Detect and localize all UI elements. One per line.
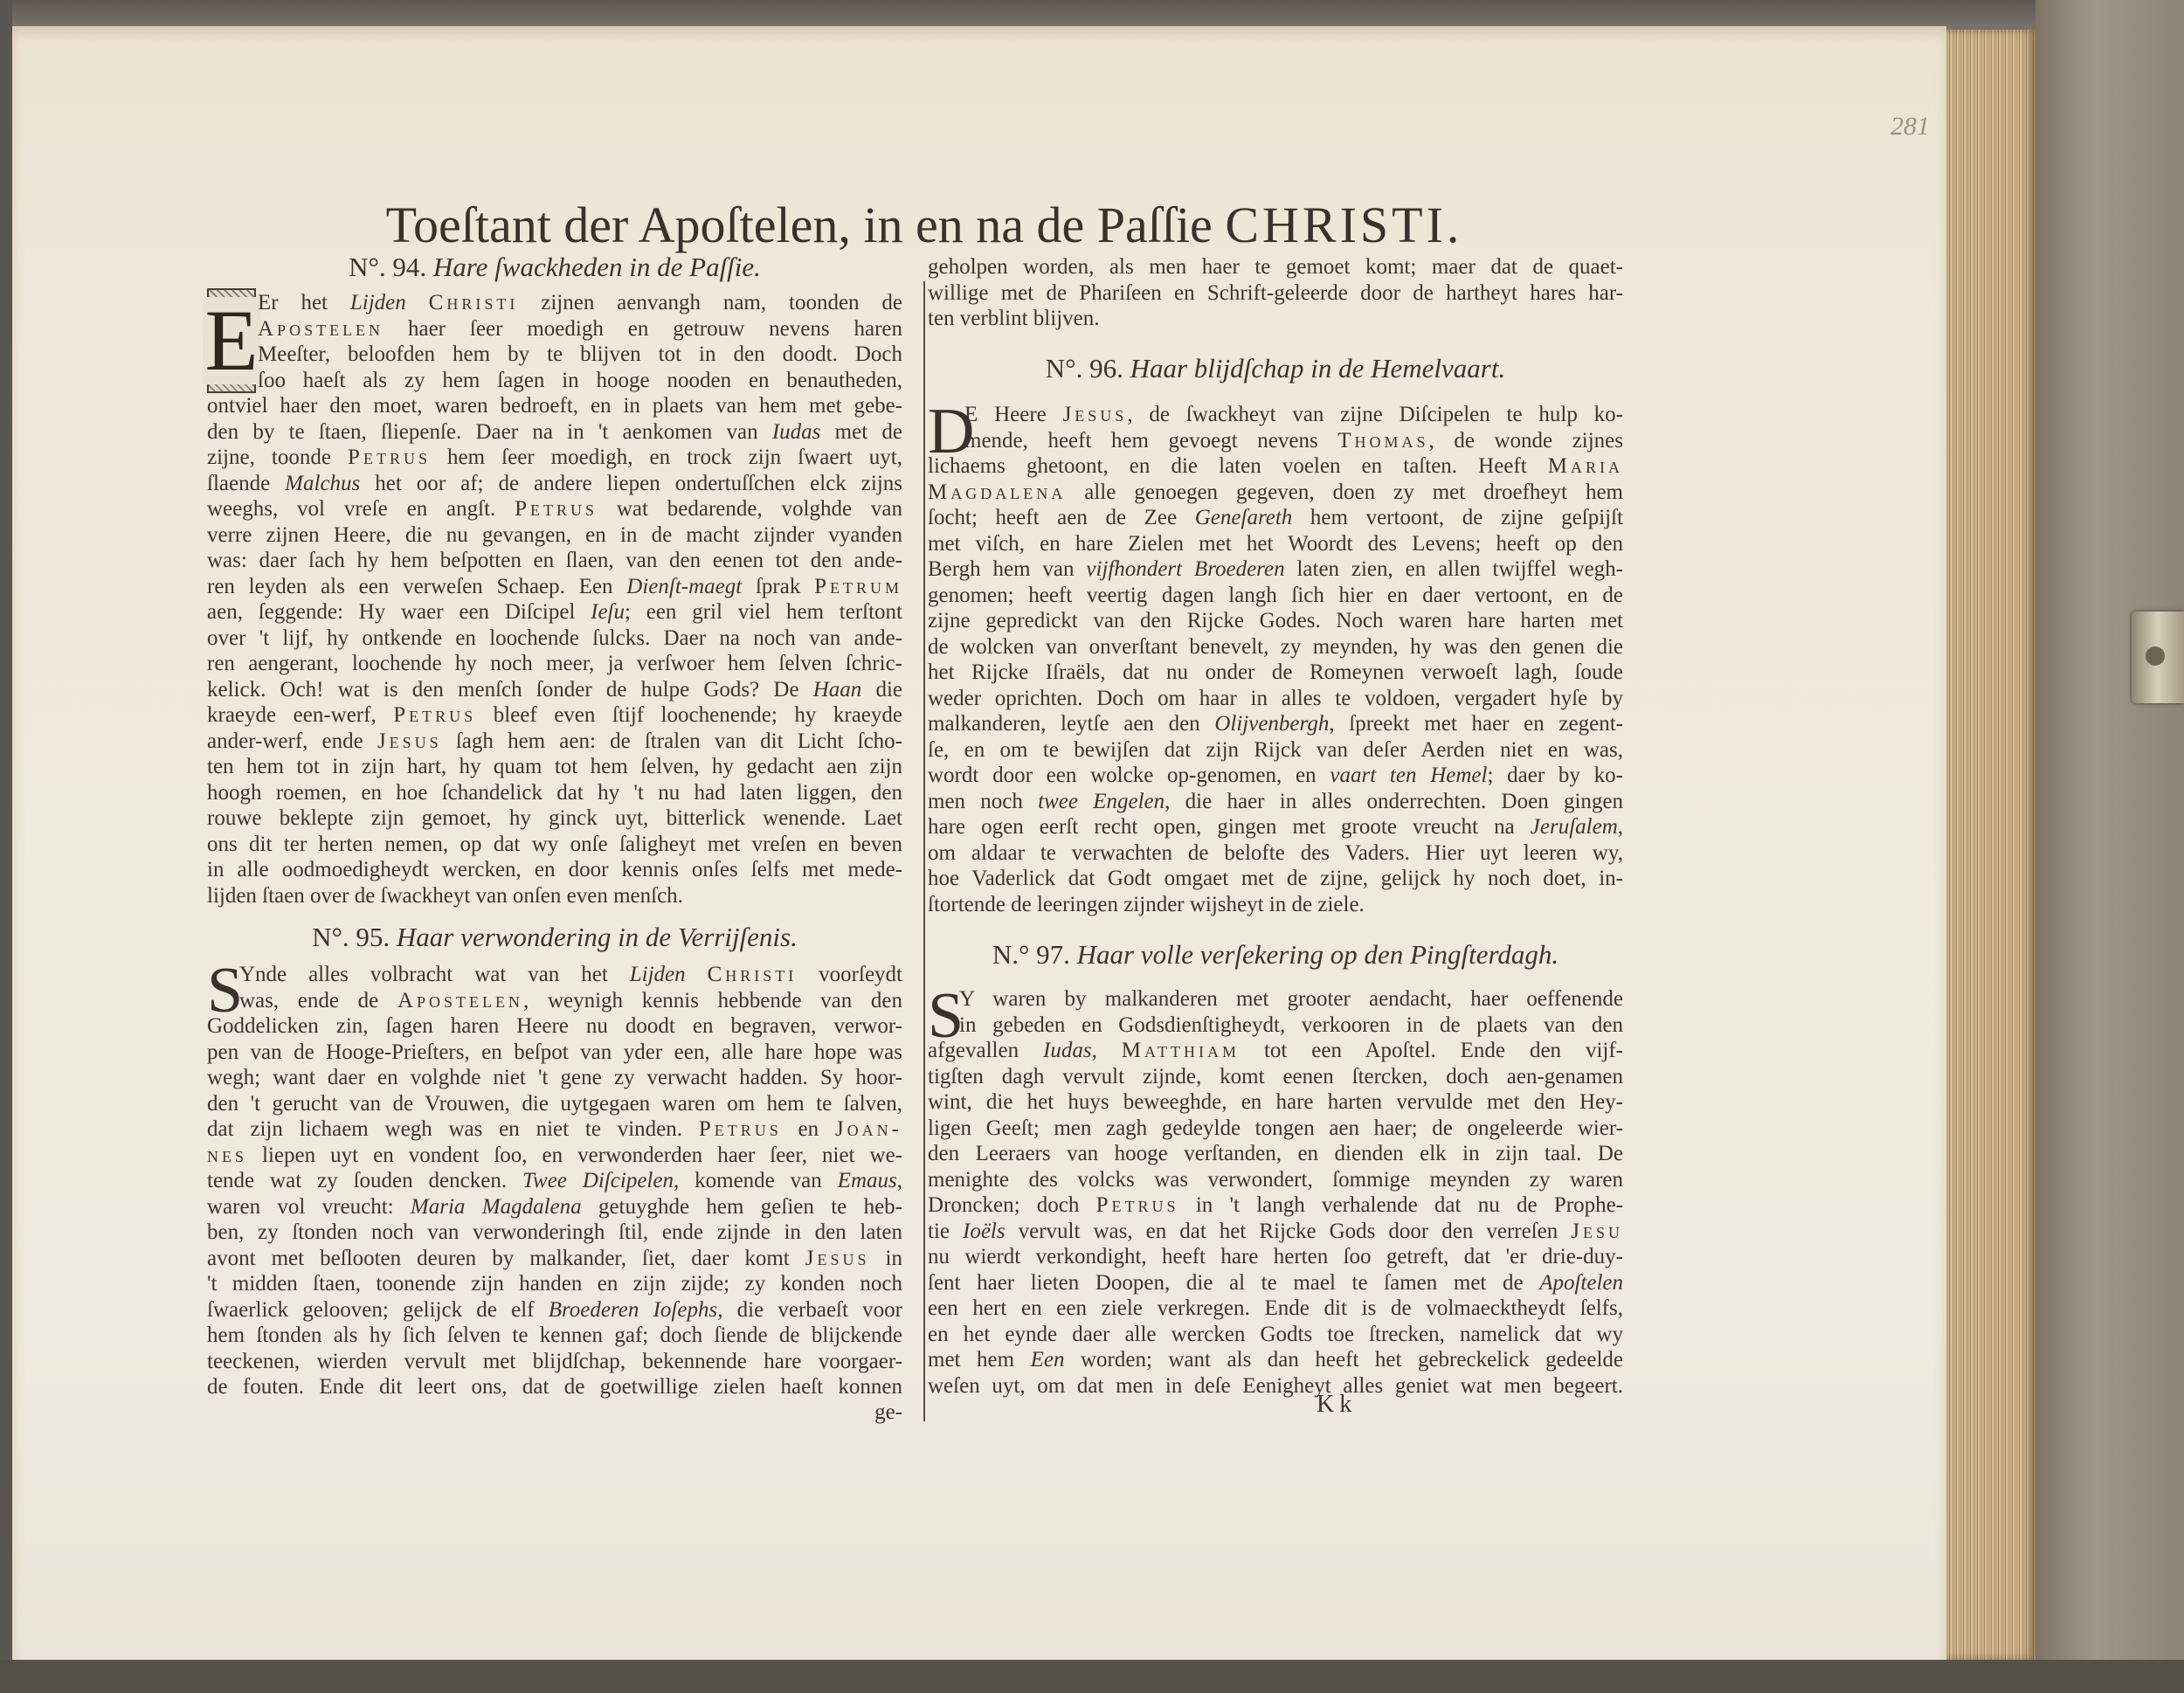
text-line — [207, 342, 902, 368]
roman-text: tot een Apoſtel. Ende den vijf- — [1240, 1039, 1624, 1062]
text-line — [207, 729, 902, 755]
roman-text: met viſch, en hare Zielen met het Woordt des Levens; heeft op den — [928, 531, 1623, 556]
section-94-text — [207, 290, 902, 909]
section-number: N.° 97. — [992, 939, 1070, 970]
text-line — [928, 737, 1623, 764]
book-cover-left-edge — [0, 0, 12, 1693]
text-line — [207, 962, 902, 988]
italic-text: Emaus — [837, 1169, 897, 1192]
text-line — [928, 814, 1623, 840]
roman-text: over 't lijf, hy ontkende en loochende ſulcks. Daer na noch van ande- — [207, 625, 902, 650]
roman-text: alle genoegen gegeven, doen zy met droefheyt hem — [1066, 480, 1623, 504]
roman-text: ſtortende de leeringen zijnder wijsheyt in de ziele. — [928, 892, 1365, 916]
italic-text: Apoſtelen — [1539, 1270, 1623, 1295]
italic-text: Twee Diſcipelen — [522, 1169, 674, 1192]
text-line — [928, 428, 1623, 454]
text-line — [928, 1167, 1623, 1193]
roman-text: weder oprichten. Doch om haar in alles te voldoen, vergadert hyſe by — [928, 686, 1623, 710]
text-line — [207, 1323, 902, 1349]
roman-text: in 't langh verhalende dat nu de Prophe- — [1178, 1193, 1623, 1217]
title-caps: CHRISTI. — [1225, 197, 1463, 253]
roman-text: , die haer in alles onderrechten. Doen gingen — [1165, 789, 1624, 813]
section-97-text — [928, 980, 1624, 1399]
small-caps-name: Petrus — [698, 1117, 782, 1141]
roman-text: , — [896, 1169, 903, 1192]
text-line — [207, 316, 902, 342]
roman-text: hoogh roemen, en hoe ſchandelick dat hy 't nu had laten liggen, den — [207, 780, 902, 805]
page-fore-edge — [1946, 30, 2035, 1660]
text-line — [207, 1116, 902, 1143]
text-line — [928, 531, 1623, 557]
roman-text: ; een gril viel hem terſtont — [625, 600, 902, 624]
italic-text: Ioëls — [963, 1219, 1006, 1243]
roman-text: ligen Geeſt; men zagh gedeylde tongen aen haer; de ongeleerde wier- — [928, 1116, 1623, 1140]
book-page — [12, 26, 1946, 1660]
italic-text: Iudas — [1043, 1039, 1092, 1062]
small-caps-name: Petrus — [1095, 1193, 1179, 1217]
text-line — [928, 505, 1623, 531]
section-heading-95 — [207, 922, 902, 953]
text-line — [928, 866, 1623, 892]
roman-text: Meeſter, beloofden hem by te blijven tot in den doodt. Doch — [258, 342, 902, 366]
roman-text: de wolcken van onverſtant benevelt, zy meynden, hy was den genen die — [928, 634, 1623, 659]
small-caps-name: Christi — [707, 963, 798, 986]
roman-text: ſoo haeſt als zy hem ſagen in hooge nooden en benautheden, — [258, 368, 902, 392]
section-95-text — [207, 955, 903, 1400]
text-line — [928, 280, 1623, 307]
roman-text — [406, 291, 429, 314]
roman-text: een hert en een ziele verkregen. Ende dit is de volmaecktheydt ſelfs, — [928, 1296, 1623, 1320]
section-title: Haar volle verſekering op den Pingſterdagh. — [1076, 939, 1559, 970]
roman-text: ſocht; heeft aen de Zee — [928, 506, 1195, 529]
small-caps-name: Jesu — [1571, 1219, 1623, 1243]
roman-text: en — [781, 1117, 835, 1141]
roman-text: ontviel haer den moet, waren bedroeft, en in plaets van hem met gebe- — [207, 394, 902, 418]
roman-text: ren aengerant, loochende hy noch meer, ja verſwoer hem ſelven ſchric- — [207, 652, 902, 675]
italic-text: Dienſt-maegt — [626, 574, 743, 598]
small-caps-name: Joan- — [834, 1117, 902, 1141]
text-line — [928, 1116, 1623, 1142]
roman-text: was, ende de — [239, 988, 397, 1012]
roman-text: wegh; want daer en volghde niet 't gene zy verwacht hadden. Sy hoor- — [207, 1066, 902, 1089]
roman-text — [686, 963, 708, 986]
text-line — [207, 419, 902, 446]
small-caps-name: Petrus — [393, 703, 477, 727]
roman-text: die — [861, 677, 902, 701]
book-cover-right — [2035, 0, 2184, 1693]
small-caps-name: Magdalena — [928, 480, 1067, 504]
roman-text: tigſten dagh vervult zijnde, komt eenen ſtercken, doch aen-genamen — [928, 1064, 1623, 1088]
text-line — [207, 1013, 902, 1040]
drop-cap-S: S — [207, 955, 244, 1026]
roman-text: ben, zy ſtonden noch van verwonderingh ſtil, ende zijnde in den laten — [207, 1220, 902, 1244]
roman-text: tie — [928, 1219, 964, 1243]
roman-text: mende, heeft hem gevoegt nevens — [964, 428, 1338, 453]
text-line — [207, 1194, 902, 1220]
section-number: N°. 96. — [1045, 353, 1123, 384]
roman-text: den by te ſtaen, ſliepenſe. Daer na in 't aenkomen van — [207, 419, 772, 444]
text-line — [928, 1141, 1623, 1167]
roman-text: vervult was, en dat het Rijcke Gods door den verreſen — [1005, 1219, 1572, 1243]
text-line — [207, 574, 902, 600]
roman-text: nu wierdt verkondight, heeft hare herten ſoo getreft, dat 'er drie-duy- — [928, 1245, 1623, 1268]
text-line — [928, 480, 1623, 506]
small-caps-name: Matthiam — [1121, 1039, 1241, 1062]
section-heading-96 — [928, 353, 1623, 384]
column-divider — [923, 281, 925, 1421]
roman-text: Goddelicken zin, ſagen haren Heere nu doodt en begraven, verwor- — [207, 1014, 902, 1038]
text-line — [928, 1373, 1623, 1399]
roman-text: ten verblint blijven. — [928, 307, 1100, 330]
roman-text: ſent haer lieten Doopen, die al te mael te ſamen met de — [928, 1270, 1540, 1295]
title-text: Toeſtant der Apoſtelen, in en na de Paſſie — [385, 197, 1226, 253]
roman-text: aen, ſeggende: Hy waer een Diſcipel — [207, 600, 591, 624]
roman-text: malkanderen, leytſe aen den — [928, 712, 1215, 736]
text-line — [928, 1322, 1623, 1348]
text-line — [928, 1012, 1623, 1039]
roman-text: getuyghde hem geſien te heb- — [581, 1194, 902, 1219]
text-line — [207, 780, 902, 806]
text-line — [928, 686, 1623, 712]
text-line — [207, 599, 902, 625]
text-line — [207, 883, 902, 909]
text-line — [928, 583, 1623, 609]
text-line — [928, 1038, 1623, 1064]
text-line — [207, 754, 902, 780]
roman-text: en het eynde daer alle wercken Godts toe ſtrecken, namelick dat wy — [928, 1322, 1623, 1346]
roman-text: menighte des volcks was verwondert, ſommige meynden zy waren — [928, 1167, 1623, 1192]
small-caps-name: nes — [207, 1143, 248, 1167]
drop-cap-letter: E — [204, 292, 259, 389]
roman-text: 't midden ſtaen, toonende zijn handen en zijn zijde; zy konden noch — [207, 1272, 902, 1296]
signature-mark: Kk — [1317, 1391, 1358, 1418]
text-line — [928, 453, 1623, 480]
roman-text: , ſpreekt met haer en zegent- — [1329, 712, 1623, 736]
roman-text: zijne, toonde — [207, 446, 349, 469]
roman-text: wint, die het huys beweeghde, en hare harten vervulde met den Hey- — [928, 1090, 1623, 1114]
roman-text: kraeyde een-werf, — [207, 703, 394, 727]
text-line — [207, 1091, 902, 1117]
text-line — [928, 254, 1623, 280]
section-title: Hare ſwackheden in de Paſſie. — [432, 252, 761, 282]
roman-text: wordt door een wolcke op-genomen, en — [928, 764, 1330, 787]
roman-text: hem ſeer moedigh, en trock zijn ſwaert uyt, — [430, 446, 902, 469]
roman-text: dat zijn lichaem wegh was en niet te vinden. — [207, 1117, 699, 1141]
roman-text: hem vertoont, de zijne geſpijſt — [1292, 506, 1623, 529]
roman-text: om aldaar te verwachten de belofte des Vaders. Hier uyt leeren wy, — [928, 840, 1623, 865]
italic-text: Broederen Ioſephs — [548, 1297, 718, 1322]
text-line — [207, 1143, 902, 1169]
roman-text: was: daer ſach hy hem beſpotten en ſlaen, van den eenen tot den ande- — [207, 549, 902, 572]
text-line — [928, 1089, 1623, 1116]
book-cover-bottom-edge — [0, 1660, 2184, 1693]
italic-text: Lijden — [349, 291, 406, 314]
text-line — [928, 1244, 1623, 1270]
text-line — [207, 368, 902, 394]
text-line — [207, 805, 902, 832]
roman-text: geholpen worden, als men haer te gemoet komt; maer dat de quaet- — [928, 255, 1623, 279]
roman-text: Ynde alles volbracht wat van het — [239, 963, 630, 986]
italic-text: Een — [1030, 1348, 1065, 1372]
text-line — [207, 702, 902, 729]
roman-text: , — [1091, 1039, 1122, 1062]
section-title: Haar blijdſchap in de Hemelvaart. — [1130, 353, 1506, 384]
small-caps-name: Petrus — [515, 497, 598, 521]
roman-text: rouwe beklepte zijn gemoet, hy ginck uyt, bitterlick wenende. Laet — [207, 806, 902, 830]
text-line — [207, 677, 902, 703]
text-line — [928, 840, 1623, 867]
roman-text: men noch — [928, 789, 1039, 813]
text-line — [207, 1040, 902, 1066]
small-caps-name: Apostelen — [397, 988, 524, 1012]
roman-text: weſen uyt, om dat men in deſe Eenigheyt alles geniet wat men begeert. — [928, 1373, 1623, 1398]
roman-text: , — [1617, 815, 1623, 839]
text-line — [207, 1246, 902, 1272]
text-line — [207, 522, 902, 549]
text-line — [928, 892, 1623, 918]
roman-text: avont met beſlooten deuren by malkander, ſiet, daer komt — [207, 1246, 805, 1270]
roman-text: , die verbaeſt voor — [717, 1297, 902, 1322]
roman-text: Bergh hem van — [928, 557, 1087, 581]
roman-text: hoe Vaderlick dat Godt omgaet met de zijne, gelijck hy noch doet, in- — [928, 867, 1623, 890]
text-line — [928, 556, 1623, 583]
text-line — [207, 625, 902, 652]
book-clasp — [2132, 612, 2184, 703]
roman-text: in — [869, 1246, 902, 1270]
drop-cap-S: S — [928, 980, 964, 1052]
roman-text: teeckenen, wierden vervult met blijdſchap, bekennende hare voorgaer- — [207, 1349, 902, 1373]
small-caps-name: Jesus — [805, 1246, 870, 1270]
roman-text: willige met de Phariſeen en Schrift-geleerde door de hartheyt hares har- — [928, 280, 1623, 305]
roman-text: ſlaende — [207, 471, 286, 495]
roman-text: lichaems ghetoont, en die laten voelen en taſten. Heeft — [928, 454, 1548, 478]
roman-text: Droncken; doch — [928, 1193, 1096, 1217]
drop-cap-D: D — [928, 396, 975, 467]
roman-text: ſagh hem aen: de ſtralen van dit Licht ſcho- — [441, 729, 902, 753]
italic-text: Malchus — [285, 471, 361, 495]
text-line — [928, 634, 1623, 660]
roman-text: lijden ſtaen over de ſwackheyt van onſen even menſch. — [207, 883, 683, 908]
text-line — [928, 763, 1623, 789]
text-line — [207, 832, 902, 858]
roman-text: in gebeden en Godsdienſtigheydt, verkooren in de plaets van den — [959, 1012, 1623, 1037]
text-line — [207, 1168, 902, 1194]
text-line — [207, 1271, 902, 1297]
text-line — [207, 471, 902, 497]
text-line — [928, 711, 1623, 737]
section-number: N°. 95. — [312, 922, 390, 952]
catchword: ge- — [874, 1400, 902, 1424]
page-title — [12, 197, 1836, 254]
handwritten-page-number: 281 — [1890, 112, 1930, 141]
roman-text: kelick. Och! wat is den menſch ſonder de hulpe Gods? De — [207, 677, 813, 701]
italic-text: Ieſu — [591, 600, 625, 624]
roman-text: tende wat zy ſouden dencken. — [207, 1169, 522, 1192]
clasp-hole — [2146, 646, 2165, 666]
roman-text: in alle oodmoedigheydt wercken, en door kennis onſes ſelfs met mede- — [207, 858, 902, 881]
text-line — [928, 1064, 1623, 1090]
roman-text: laten zien, en allen twijffel wegh- — [1284, 557, 1623, 581]
text-line — [928, 608, 1623, 634]
text-line — [207, 548, 902, 574]
section-96-text — [928, 396, 1624, 917]
roman-text: pen van de Hooge-Prieſters, en beſpot van yder een, alle hare hope was — [207, 1040, 902, 1064]
small-caps-name: Petrus — [348, 446, 431, 469]
text-line — [928, 1192, 1623, 1219]
roman-text: , de ſwackheyt van zijne Diſcipelen te hulp ko- — [1127, 403, 1623, 426]
roman-text: wat bedarende, volghde van — [598, 497, 903, 521]
italic-text: Olijvenbergh — [1214, 712, 1330, 736]
roman-text: het Rijcke Iſraëls, dat nu onder de Romeynen verwoeſt lagh, ſoude — [928, 660, 1623, 684]
roman-text: verre zijnen Heere, die nu gevangen, en in de macht zijnder vyanden — [207, 522, 902, 547]
small-caps-name: Maria — [1547, 454, 1623, 478]
roman-text: genomen; heeft veertig dagen langh ſich hier en daer vertoont, en de — [928, 583, 1623, 607]
italic-text: Geneſareth — [1194, 506, 1293, 529]
roman-text: hare ogen eerſt recht open, gingen met groote vreucht na — [928, 815, 1531, 839]
roman-text: , komende van — [673, 1169, 838, 1192]
roman-text: ſprak — [742, 574, 815, 598]
text-line — [207, 857, 902, 883]
roman-text: afgevallen — [928, 1039, 1044, 1062]
italic-text: Jeruſalem — [1530, 815, 1618, 839]
text-line — [207, 1065, 902, 1091]
text-line — [207, 1374, 902, 1400]
roman-text: bleef even ſtijf loochenende; hy kraeyde — [476, 703, 903, 727]
roman-text: ren leyden als een verweſen Schaep. Een — [207, 574, 627, 598]
text-line — [928, 1296, 1623, 1322]
text-line — [207, 1297, 902, 1323]
roman-text: E Heere — [964, 403, 1063, 426]
roman-text: ; daer by ko- — [1487, 764, 1624, 787]
italic-text: Iudas — [771, 419, 821, 444]
roman-text: , weynigh kennis hebbende van den — [523, 988, 902, 1012]
roman-text: liepen uyt en vondent ſoo, en verwonderden haer ſeer, niet we- — [247, 1143, 902, 1167]
text-line — [928, 1347, 1623, 1373]
roman-text: ſwaerlick gelooven; gelijck de elf — [207, 1297, 549, 1322]
small-caps-name: Jesus — [377, 729, 442, 753]
roman-text: met hem — [928, 1348, 1031, 1372]
text-line — [207, 290, 902, 316]
text-line — [928, 660, 1623, 686]
roman-text: zijne gepredickt van den Rijcke Godes. Noch waren hare harten met — [928, 609, 1623, 632]
small-caps-name: Apostelen — [258, 316, 384, 341]
roman-text: ten hem tot in zijn hart, hy quam tot hem ſelven, hy gedacht aen zijn — [207, 755, 902, 778]
roman-text: ander-werf, ende — [207, 729, 377, 753]
italic-text: twee Engelen — [1038, 789, 1165, 813]
italic-text: vaart ten Hemel — [1330, 764, 1488, 787]
roman-text: ons dit ter herten nemen, op dat wy onſe ſaligheyt met vreſen en beven — [207, 832, 902, 856]
roman-text: den Leeraers van hooge verſtanden, en dienden elk in zijn taal. De — [928, 1142, 1623, 1165]
roman-text: met de — [820, 419, 902, 444]
text-line — [928, 986, 1623, 1012]
roman-text: worden; want als dan heeft het gebreckelick gedeelde — [1064, 1348, 1624, 1372]
roman-text: den 't gerucht van de Vrouwen, die uytgegaen waren om hem te ſalven, — [207, 1091, 902, 1116]
text-line — [207, 496, 902, 522]
roman-text: ſe, en om te bewijſen dat zijn Rijck van deſer Aerden niet en was, — [928, 737, 1623, 762]
text-line — [928, 1219, 1623, 1245]
small-caps-name: Jesus — [1062, 403, 1128, 426]
italic-text: Maria Magdalena — [410, 1194, 582, 1219]
text-line — [207, 651, 902, 677]
roman-text: het oor af; de andere liepen ondertuſſchen elck zijns — [360, 471, 902, 495]
text-line — [207, 445, 902, 471]
section-heading-94 — [207, 252, 902, 283]
section-title: Haar verwondering in de Verrijſenis. — [396, 922, 798, 952]
roman-text: voorſeydt — [797, 963, 902, 986]
text-line — [928, 306, 1623, 332]
roman-text: zijnen aenvangh nam, toonden de — [518, 291, 903, 314]
roman-text: Y waren by malkanderen met grooter aendacht, haer oeffenende — [959, 987, 1623, 1011]
small-caps-name: Thomas — [1337, 428, 1429, 453]
text-line — [207, 1349, 902, 1375]
roman-text: hem ſtonden als hy ſich ſelven te kennen gaf; doch ſiende de blijckende — [207, 1323, 902, 1347]
roman-text: weeghs, vol vreſe en angſt. — [207, 497, 515, 521]
continued-text — [928, 254, 1623, 332]
text-line — [928, 402, 1623, 428]
italic-text: Lijden — [629, 963, 686, 986]
text-line — [207, 393, 902, 419]
section-number: N°. 94. — [349, 252, 427, 282]
book-cover-top-edge — [0, 0, 2184, 30]
italic-text: vijfhondert Broederen — [1086, 557, 1285, 581]
text-line — [207, 1220, 902, 1246]
roman-text: , de wonde zijnes — [1428, 428, 1624, 453]
section-heading-97 — [928, 939, 1623, 971]
text-line — [928, 1270, 1623, 1296]
text-line — [928, 789, 1623, 815]
roman-text: haer ſeer moedigh en getrouw nevens haren — [384, 316, 902, 341]
small-caps-name: Christi — [428, 291, 519, 314]
text-line — [207, 988, 902, 1014]
roman-text: Er het — [258, 291, 350, 314]
roman-text: de fouten. Ende dit leert ons, dat de goetwillige zielen haeſt konnen — [207, 1375, 902, 1399]
roman-text: waren vol vreucht: — [207, 1194, 411, 1219]
italic-text: Haan — [812, 677, 862, 701]
small-caps-name: Petrum — [814, 574, 902, 598]
